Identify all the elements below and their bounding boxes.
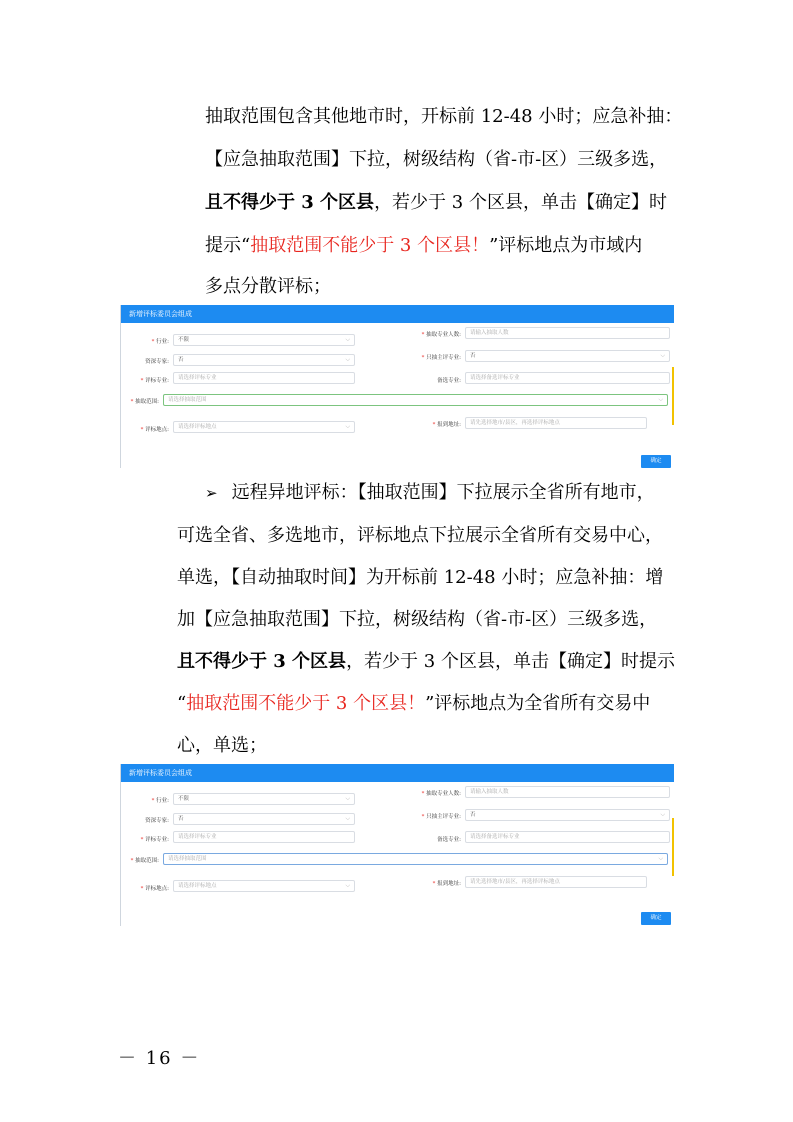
place-label: * 评标地点:	[140, 886, 169, 892]
para1-line3-rest: ，若少于 3 个区县，单击【确定】时	[374, 192, 667, 213]
backup-input[interactable]: 请选择备选评标专业	[465, 831, 670, 843]
para2-line1	[205, 480, 655, 506]
source-select[interactable]: 否 ⌵	[173, 354, 355, 366]
para2-line6-post: ”评标地点为全省所有交易中	[425, 693, 651, 714]
chevron-down-icon: ⌵	[345, 795, 350, 802]
addr-label: * 报到地址:	[432, 881, 461, 887]
form-screenshot-1	[120, 305, 674, 468]
source-label: 资深专家:	[145, 818, 169, 824]
industry-label: * 行业:	[151, 798, 169, 804]
para2-line5	[177, 649, 675, 675]
place-label: * 评标地点:	[140, 427, 169, 433]
para2-line7: 心，单选；	[177, 735, 267, 756]
confirm-button[interactable]: 确定	[641, 455, 671, 468]
form-title-bar: 新增评标委员会组成	[121, 305, 674, 323]
chevron-down-icon: ⌵	[660, 811, 665, 818]
addr-input[interactable]: 请先选择地市/县区，再选择评标地点	[465, 417, 647, 429]
chevron-down-icon: ⌵	[660, 352, 665, 359]
para2-line3: 单选，【自动抽取时间】为开标前 12-48 小时；应急补抽：增	[177, 567, 664, 588]
place-select[interactable]: 请选择评标地点 ⌵	[173, 421, 355, 433]
source-label: 资深专家:	[145, 359, 169, 365]
main-only-label: * 只抽主评专业:	[421, 814, 461, 820]
confirm-button[interactable]: 确定	[641, 912, 671, 925]
main-only-label: * 只抽主评专业:	[421, 355, 461, 361]
major-input[interactable]: 请选择评标专业	[173, 372, 355, 384]
form-screenshot-2	[120, 764, 674, 926]
para2-line6-pre: “	[177, 693, 187, 714]
para1-bold-text: 且不得少于 3 个区县	[205, 192, 375, 213]
para1-line2: 【应急抽取范围】下拉，树级结构（省-市-区）三级多选，	[205, 149, 668, 170]
para2-red-text: 抽取范围不能少于 3 个区县！	[186, 693, 426, 714]
backup-label: 备选专业:	[437, 837, 461, 843]
industry-label: * 行业:	[151, 339, 169, 345]
para1-line4	[205, 233, 642, 259]
para2-line1-text: 远程异地评标：【抽取范围】下拉展示全省所有地市，	[231, 482, 655, 503]
major-label: * 评标专业:	[140, 378, 169, 384]
backup-input[interactable]: 请选择备选评标专业	[465, 372, 670, 384]
scrollbar[interactable]	[672, 367, 674, 425]
industry-select[interactable]: 不限 ⌵	[173, 334, 355, 346]
range-label: * 抽取范围:	[130, 399, 159, 405]
range-select[interactable]: 请选择抽取范围 ⌵	[163, 853, 668, 865]
backup-label: 备选专业:	[437, 378, 461, 384]
para2-line5-rest: ，若少于 3 个区县，单击【确定】时提示	[346, 651, 675, 672]
arrow-bullet-icon: ➢	[205, 484, 218, 502]
para2-line4: 加【应急抽取范围】下拉，树级结构（省-市-区）三级多选，	[177, 609, 658, 630]
source-select[interactable]: 否 ⌵	[173, 813, 355, 825]
major-label: * 评标专业:	[140, 837, 169, 843]
para1-line5: 多点分散评标；	[205, 276, 331, 297]
chevron-down-icon: ⌵	[345, 423, 350, 430]
chevron-down-icon: ⌵	[345, 356, 350, 363]
place-select[interactable]: 请选择评标地点 ⌵	[173, 880, 355, 892]
para1-line4-pre: 提示“	[205, 235, 251, 256]
para2-bold-text: 且不得少于 3 个区县	[177, 651, 347, 672]
main-only-select[interactable]: 否 ⌵	[465, 809, 670, 821]
industry-select[interactable]: 不限 ⌵	[173, 793, 355, 805]
expert-count-label: * 抽取专业人数:	[421, 332, 461, 338]
range-label: * 抽取范围:	[130, 858, 159, 864]
para1-line4-post: ”评标地点为市域内	[489, 235, 643, 256]
para2-line2: 可选全省、多选地市，评标地点下拉展示全省所有交易中心，	[177, 525, 663, 546]
para1-line3	[205, 190, 667, 216]
para1-red-text: 抽取范围不能少于 3 个区县！	[250, 235, 490, 256]
page-number: － 16 －	[118, 1048, 201, 1069]
major-input[interactable]: 请选择评标专业	[173, 831, 355, 843]
chevron-down-icon: ⌵	[658, 855, 663, 862]
form-title-bar: 新增评标委员会组成	[121, 764, 674, 782]
addr-label: * 报到地址:	[432, 422, 461, 428]
main-only-select[interactable]: 否 ⌵	[465, 350, 670, 362]
range-select[interactable]: 请选择抽取范围 ⌵	[163, 394, 668, 406]
para1-line1: 抽取范围包含其他地市时，开标前 12-48 小时；应急补抽：	[205, 106, 683, 127]
chevron-down-icon: ⌵	[658, 396, 663, 403]
chevron-down-icon: ⌵	[345, 815, 350, 822]
scrollbar[interactable]	[672, 818, 674, 876]
para2-line6	[177, 691, 650, 717]
expert-count-label: * 抽取专业人数:	[421, 791, 461, 797]
expert-count-input[interactable]: 请输入抽取人数	[465, 786, 670, 798]
chevron-down-icon: ⌵	[345, 336, 350, 343]
addr-input[interactable]: 请先选择地市/县区，再选择评标地点	[465, 876, 647, 888]
chevron-down-icon: ⌵	[345, 882, 350, 889]
expert-count-input[interactable]: 请输入抽取人数	[465, 327, 670, 339]
